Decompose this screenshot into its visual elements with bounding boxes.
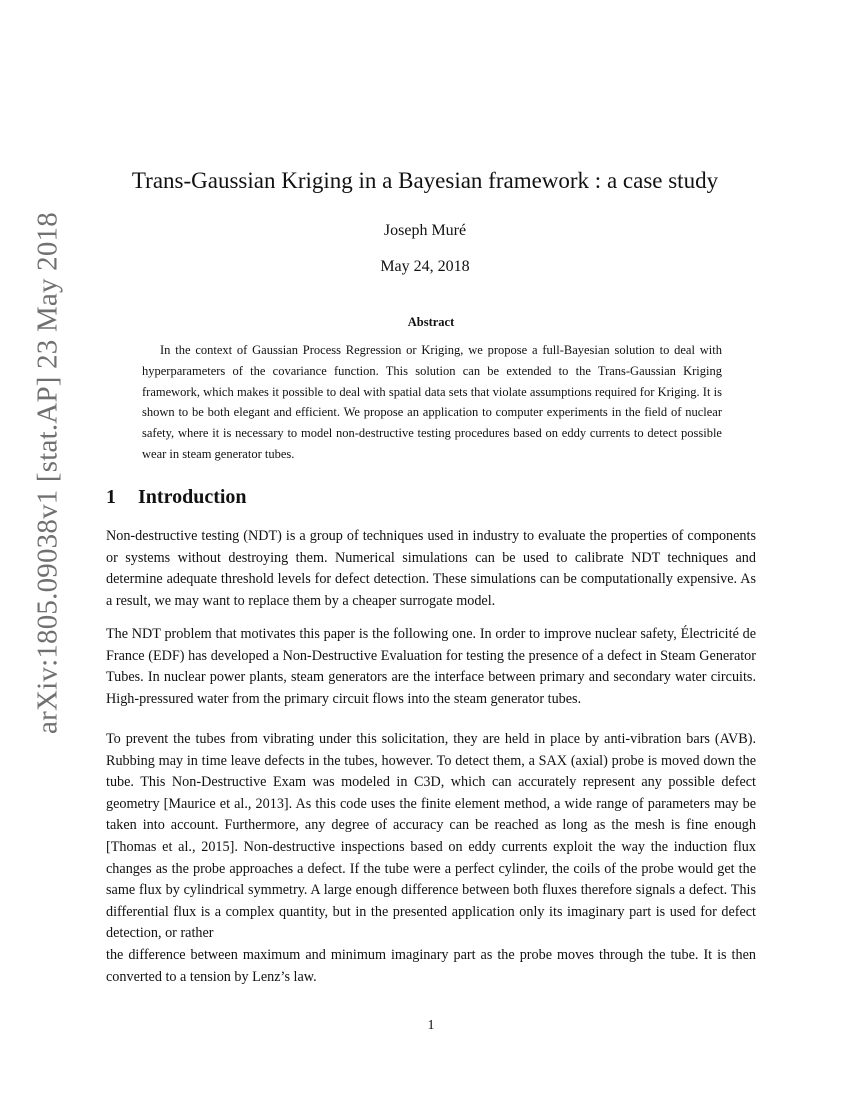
author-name: Joseph Muré: [383, 222, 467, 239]
body-paragraph: Non-destructive testing (NDT) is a group of techniques used in industry to evaluate the properties of components or systems without destroying them. Numerical simulations can be used to calibrate NDT techniques and determine adequate threshold levels for defect detection. These simulations can be computationally expensive. As a result, we may want to replace them by a cheaper surrogate model.: [106, 528, 756, 609]
section-heading: [106, 486, 247, 509]
page-number: 1: [427, 1018, 435, 1033]
section-number: 1: [106, 486, 116, 508]
abstract-heading: Abstract: [407, 315, 455, 329]
body-paragraph: the difference between maximum and minimum imaginary part as the probe moves through the tube. It is then converted to a tension by Lenz’s law.: [106, 947, 756, 985]
section-title: Introduction: [138, 486, 247, 508]
abstract-text: In the context of Gaussian Process Regression or Kriging, we propose a full-Bayesian solution to deal with hyperparameters of the covariance function. This solution can be extended to the Trans-Gaussian Kriging framework, which makes it possible to deal with spatial data sets that violate assumptions required for Kriging. It is shown to be both elegant and efficient. We propose an application to computer experiments in the field of nuclear safety, where it is necessary to model non-destructive testing procedures based on eddy currents to detect possible wear in steam generator tubes.: [142, 343, 722, 461]
body-paragraph: To prevent the tubes from vibrating under this solicitation, they are held in place by anti-vibration bars (AVB). Rubbing may in time leave defects in the tubes, however. To detect them, a SAX (axial) probe is moved down the tube. This Non-Destructive Exam was modeled in C3D, which can accurately represent any possible defect geometry [Maurice et al., 2013]. As this code uses the finite element method, a wide range of parameters may be taken into account. Furthermore, any degree of accuracy can be reached as long as the mesh is fine enough [Thomas et al., 2015]. Non-destructive inspections based on eddy currents exploit the way the induction flux changes as the probe approaches a defect. If the tube were a perfect cylinder, the coils of the probe would get the same flux by cylindrical symmetry. A large enough difference between both fluxes therefore signals a defect. This differential flux is a complex quantity, but in the presented application only its imaginary part is used for defect detection, or rather: [106, 731, 756, 942]
publication-date: May 24, 2018: [380, 258, 470, 275]
arxiv-identifier-stamp: arXiv:1805.09038v1 [stat.AP] 23 May 2018: [31, 212, 64, 734]
paper-title: Trans-Gaussian Kriging in a Bayesian framework : a case study: [131, 168, 719, 193]
body-paragraph: The NDT problem that motivates this paper is the following one. In order to improve nuclear safety, Électricité de France (EDF) has developed a Non-Destructive Evaluation for testing the presence of a defect in Steam Generator Tubes. In nuclear power plants, steam generators are the interface between primary and secondary water circuits. High-pressured water from the primary circuit flows into the steam generator tubes.: [106, 626, 756, 707]
